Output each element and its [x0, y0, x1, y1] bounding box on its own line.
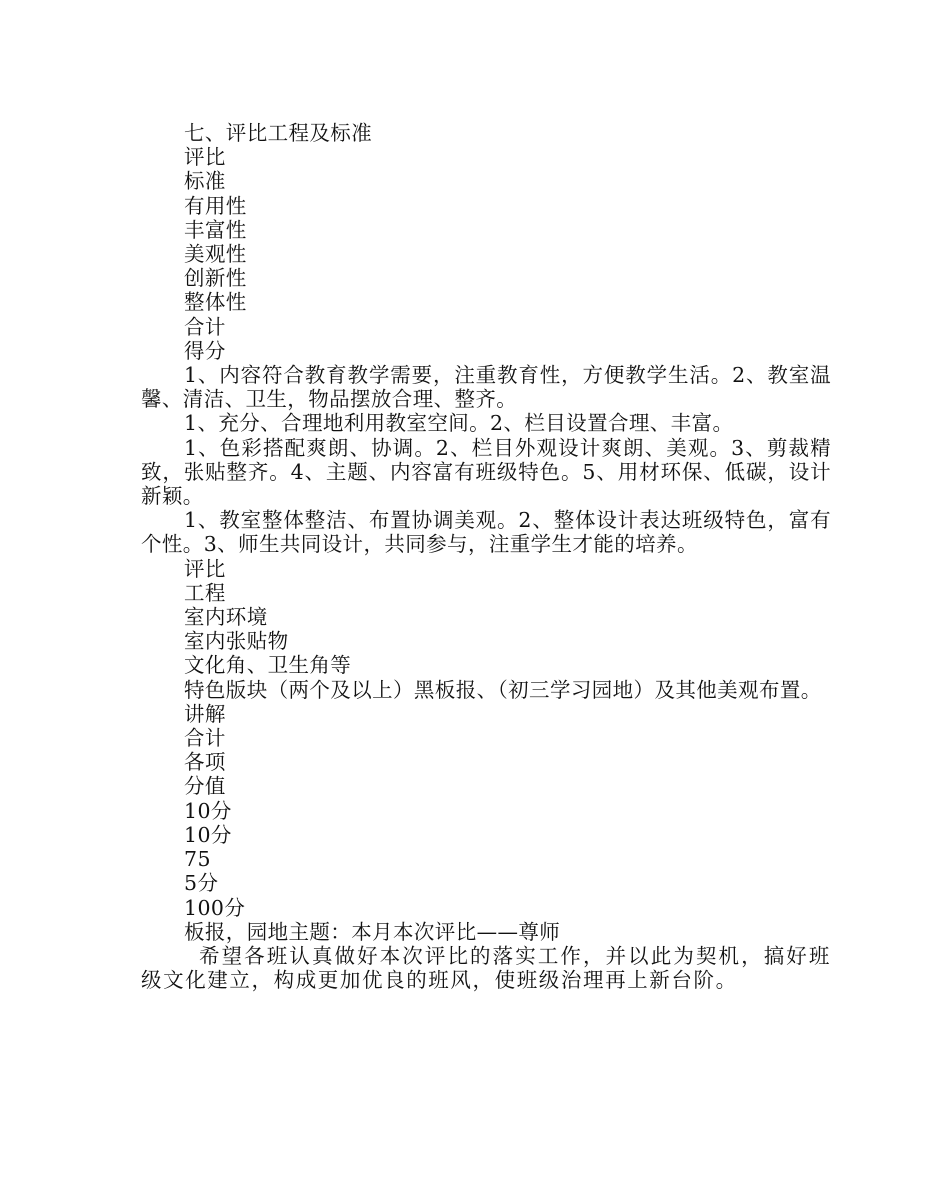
- criteria-paragraph: 1、充分、合理地利用教室空间。2、栏目设置合理、丰富。: [184, 411, 734, 436]
- table-cell-text: 整体性: [184, 290, 247, 315]
- table-cell-text: 合计: [184, 314, 226, 339]
- table-cell-text: 美观性: [184, 242, 247, 267]
- table-cell-text: 工程: [184, 580, 226, 605]
- score-value: 5分: [184, 871, 219, 896]
- table-cell-text: 丰富性: [184, 217, 247, 242]
- section-heading: 七、评比工程及标准: [184, 121, 373, 145]
- table-cell-text: 文化角、卫生角等: [184, 653, 352, 678]
- score-value: 10分: [184, 798, 232, 823]
- closing-paragraph: 希望各班认真做好本次评比的落实工作，并以此为契机，搞好班级文化建立，构成更加优良的班风，使班级治理再上新台阶。: [141, 943, 831, 993]
- score-value: 75: [184, 847, 211, 872]
- table-cell-text: 室内环境: [184, 605, 268, 630]
- table-cell-text: 有用性: [184, 193, 247, 218]
- table-cell-text: 合计: [184, 726, 226, 751]
- table-cell-text: 分值: [184, 774, 226, 799]
- table-cell-text: 室内张贴物: [184, 629, 289, 654]
- table-cell-text: 讲解: [184, 701, 226, 726]
- score-value: 10分: [184, 822, 232, 847]
- criteria-paragraph: 1、内容符合教育教学需要，注重教育性，方便教学生活。2、教室温馨、清洁、卫生，物品摆放合理、整齐。: [141, 363, 831, 412]
- theme-line: 板报，园地主题：本月本次评比——尊师: [184, 919, 561, 944]
- table-cell-text: 评比: [184, 145, 226, 170]
- document-body: [141, 121, 831, 992]
- table-cell-text: 得分: [184, 338, 226, 363]
- table-cell-text: 各项: [184, 750, 226, 775]
- criteria-paragraph: 1、色彩搭配爽朗、协调。2、栏目外观设计爽朗、美观。3、剪裁精致，张贴整齐。4、主题、内容富有班级特色。5、用材环保、低碳，设计新颖。: [141, 435, 831, 509]
- table-cell-text: 评比: [184, 556, 226, 581]
- criteria-paragraph: 1、教室整体整洁、布置协调美观。2、整体设计表达班级特色，富有个性。3、师生共同设计，共同参与，注重学生才能的培养。: [141, 508, 831, 557]
- table-cell-text: 创新性: [184, 266, 247, 291]
- table-cell-text: 标准: [184, 169, 226, 194]
- score-value: 100分: [184, 895, 246, 920]
- table-cell-text: 特色版块（两个及以上）黑板报、（初三学习园地）及其他美观布置。: [184, 677, 822, 702]
